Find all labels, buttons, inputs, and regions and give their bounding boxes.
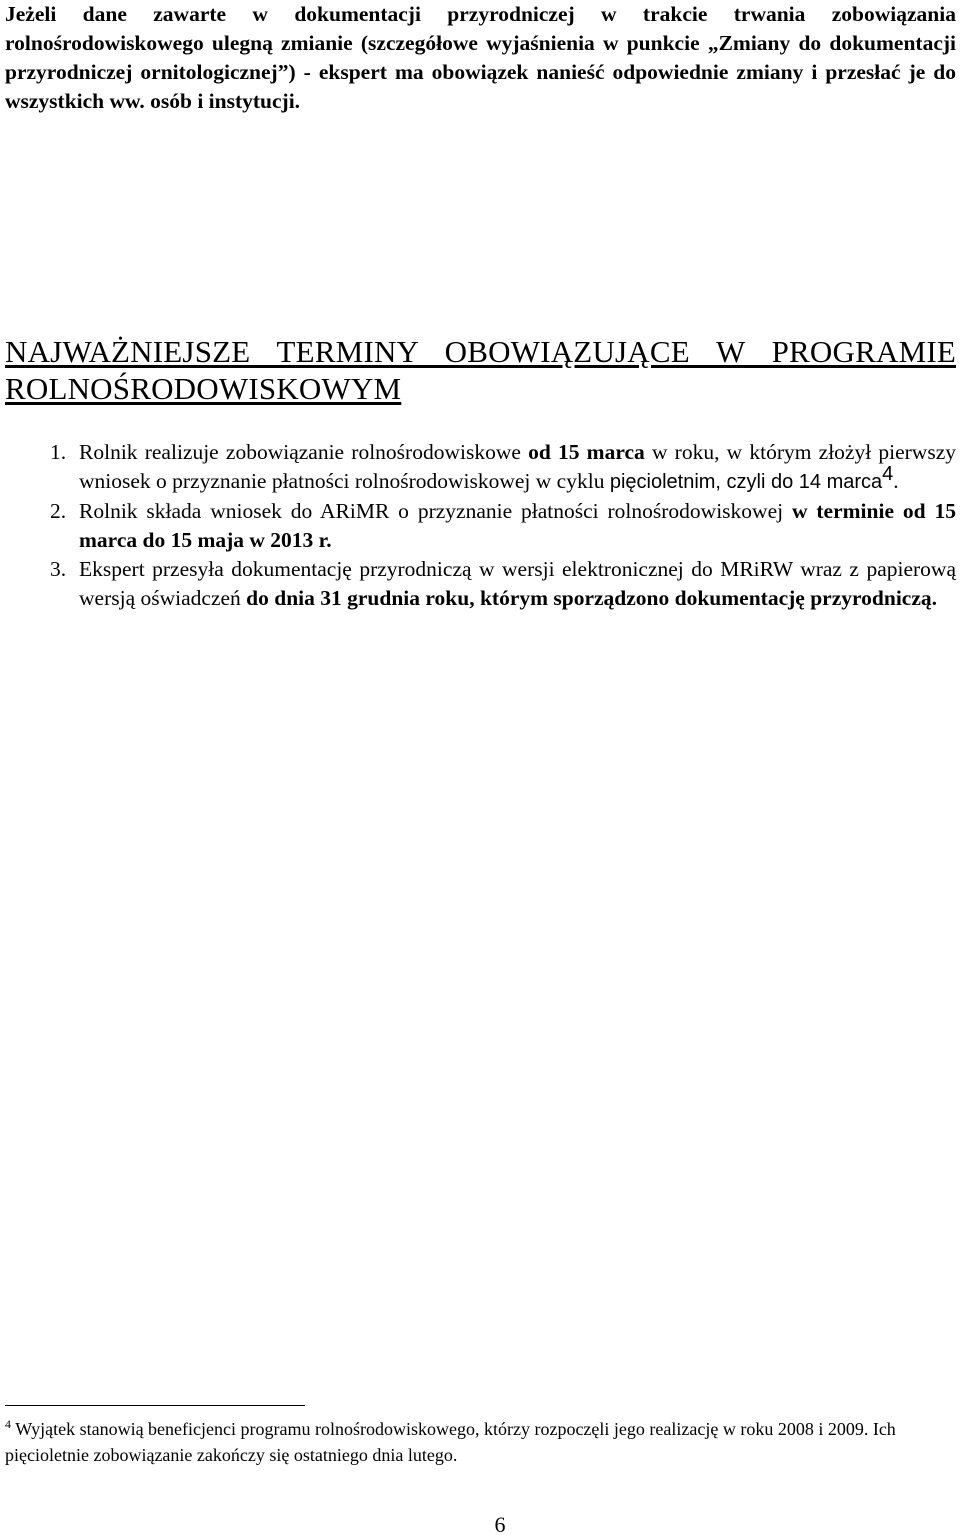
footnote-text: Wyjątek stanowią beneficjenci programu rolnośrodowiskowego, którzy rozpoczęli jego realizację w roku 2008 i 2009. Ich pięcioletnie zobowiązanie zakończy się ostatniego dnia lutego. [5, 1419, 896, 1465]
term-number: 1. [50, 440, 67, 464]
term-item-1 [50, 438, 956, 497]
footnote-separator [5, 1405, 305, 1406]
term-bold-date: w terminie od 15 marca do 15 maja w 2013 r. [79, 499, 956, 552]
term-text: Ekspert przesyła dokumentację przyrodniczą w wersji elektronicznej do MRiRW wraz z papierową wersją oświadczeń [79, 557, 956, 610]
intro-paragraph [5, 0, 956, 116]
intro-text-part3: ) - ekspert ma obowiązek nanieść odpowiednie zmiany i przesłać je do wszystkich ww. osób i instytucji. [5, 60, 957, 113]
term-text: pięcioletnim, czyli do 14 marca [609, 471, 883, 493]
term-bold-date: do dnia 31 grudnia roku, którym sporządzono dokumentację przyrodniczą. [246, 586, 938, 610]
term-bold-date: od 15 marca [528, 440, 645, 464]
section-heading: NAJWAŻNIEJSZE TERMINY OBOWIĄZUJĄCE W PROGRAMIE ROLNOŚRODOWISKOWYM [5, 334, 956, 406]
page-number: 6 [494, 1512, 506, 1537]
term-item-3 [50, 555, 956, 613]
term-text: w roku, w którym złożył pierwszy wniosek o przyznanie płatności rolnośrodowiskowej w cyklu [79, 440, 956, 493]
term-body [79, 555, 956, 613]
footnote [5, 1416, 956, 1468]
intro-text-part1: Jeżeli dane zawarte w dokumentacji przyrodniczej w trakcie trwania zobowiązania rolnośrodowiskowego ulegną zmianie (szczegółowe wyjaśnienia w punkcie [5, 2, 956, 55]
term-text: Rolnik realizuje zobowiązanie rolnośrodowiskowe [79, 440, 529, 464]
term-text: . [893, 469, 899, 493]
footnote-marker: 4 [5, 1417, 11, 1431]
terms-list [50, 438, 956, 613]
term-body [79, 438, 956, 497]
footnote-reference: 4 [882, 462, 894, 485]
term-text: Rolnik składa wniosek do ARiMR o przyznanie płatności rolnośrodowiskowej [79, 499, 792, 523]
intro-text-part2: „Zmiany do dokumentacji przyrodniczej ornitologicznej” [5, 31, 956, 84]
term-number: 3. [50, 557, 67, 581]
term-number: 2. [50, 499, 67, 523]
term-item-2 [50, 497, 956, 555]
term-body [79, 497, 956, 555]
